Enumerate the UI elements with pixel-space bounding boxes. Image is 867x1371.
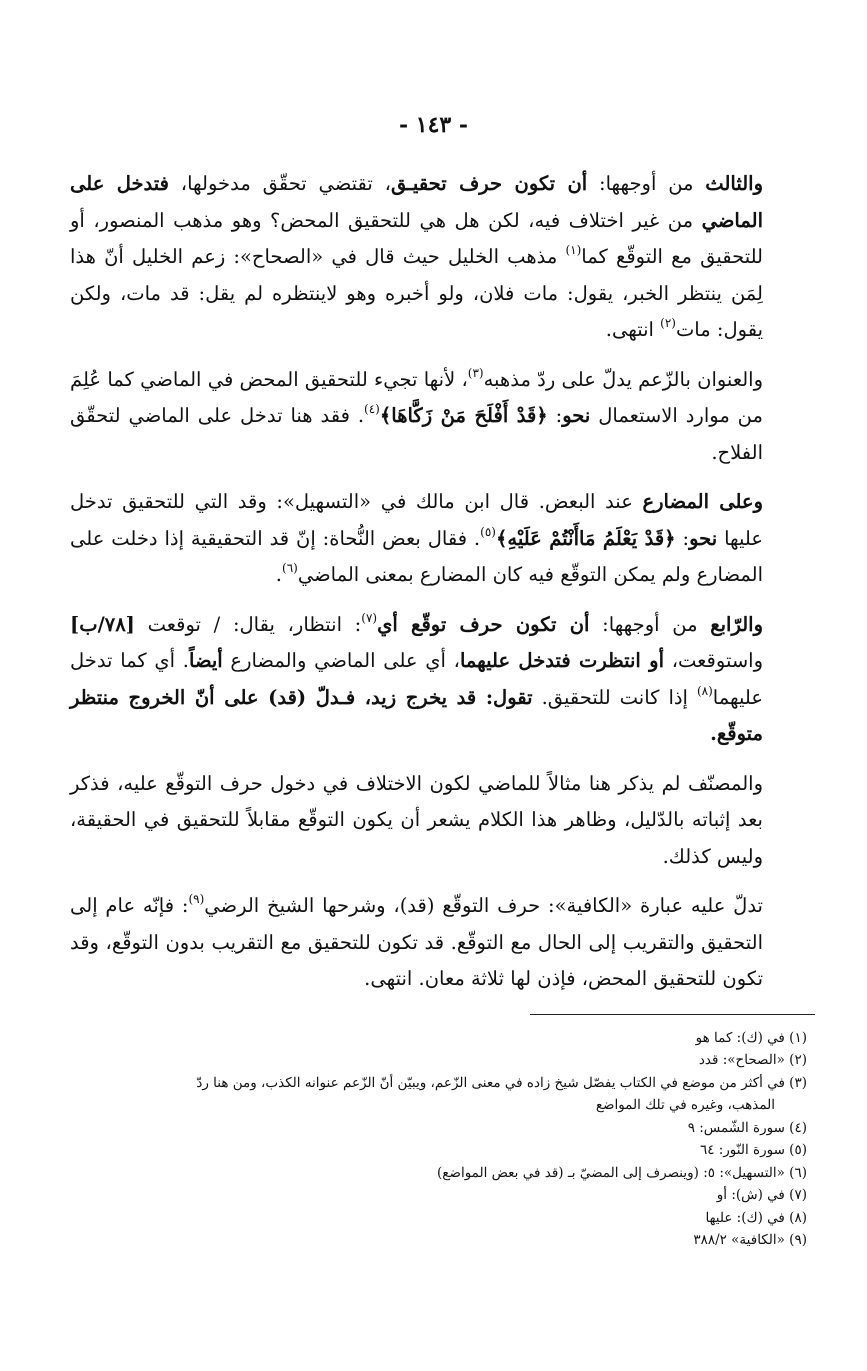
footnote-7: (٧) في (ش): أو [716, 1187, 807, 1203]
footnote-ref-4: (٤) [364, 402, 380, 416]
p4-bold-e: تقول: قد يخرج زيد، فـدلّ (قد) على أنّ الخروج منتظر متوقّع. [70, 685, 763, 745]
p4-text-c: واستوقعت، [663, 649, 763, 672]
p4-bold-b: أن تكون حرف توقّع أي [377, 612, 590, 636]
footnote-ref-6: (٦) [282, 561, 298, 575]
footnote-3-continued: المذهب، وغيره في تلك المواضع [595, 1097, 775, 1113]
p4-bold-a: والرّابع [710, 612, 764, 636]
footnote-8: (٨) في (ك): عليها [705, 1209, 807, 1226]
p1-text-a: من أوجهها: [587, 172, 706, 195]
footnote-ref-2: (٢) [660, 316, 676, 330]
p2-text-b: ، لأنها تجيء للتحقيق المحض في الماضي كما عُلِمَ من موارد الاستعمال [70, 367, 763, 427]
p4-text-f: إذا كانت للتحقيق. [532, 685, 697, 709]
p2-text-a: والعنوان بالزّعم يدلّ على ردّ مذهبه [483, 367, 764, 391]
p1-text-d: مذهب الخليل حيث قال في «الصحاح»: زعم الخليل أنّ هذا لِمَن ينتظر الخبر، يقول: مات فلان، ولو أخبره وهو لاينتظره لم يقل: قد مات، ولكن يقول: مات [70, 245, 763, 341]
p6-text-a: تدلّ عليه عبارة «الكافية»: حرف التوقّع (قد)، وشرحها الشيخ الرضي [204, 894, 763, 917]
p2-text-d: . فقد هنا تدخل على الماضي لتحقّق الفلاح. [70, 404, 763, 464]
p1-bold-c: فتدخل على الماضي [70, 172, 763, 232]
footnote-1: (١) في (ك): كما هو [695, 1029, 807, 1046]
footnote-6: (٦) «التسهيل»: ٥: (وينصرف إلى المضيّ بـ (قد في بعض المواضع) [437, 1164, 807, 1181]
footnote-ref-7: (٧) [361, 610, 378, 625]
page-body [70, 104, 815, 1252]
footnote-divider [530, 1014, 815, 1015]
p2-quran-verse: ﴿قَدْ أَفْلَحَ مَنْ زَكَّاهَا﴾ [379, 404, 548, 427]
paragraph-1 [70, 166, 815, 349]
p1-text-e: انتهى. [605, 318, 661, 341]
footnote-2: (٢) «الصحاح»: قدد [698, 1052, 807, 1068]
footnote-4: (٤) سورة الشّمس: ٩ [687, 1119, 807, 1136]
p1-text-c: من غير اختلاف فيه، لكن هل هي للتحقيق المحض؟ وهو مذهب المنصور، أو للتحقيق مع التوقّع كما [70, 208, 763, 268]
footnote-9: (٩) «الكافية» ٣٨٨/٢ [693, 1232, 807, 1248]
footnote-ref-1: (١) [565, 243, 582, 257]
p4-bold-d: أيضاً [189, 649, 223, 672]
p3-quran-verse: ﴿قَدْ يَعْلَمُ مَاأَنْتُمْ عَلَيْهِ﴾ [495, 526, 676, 550]
p2-text-c: : [547, 404, 563, 427]
footnote-ref-8: (٨) [696, 683, 713, 698]
footnotes [70, 1027, 815, 1252]
p3-text-d: . [275, 563, 282, 586]
p1-bold-b: أن تكون حرف تحقيـق [390, 172, 588, 195]
p3-bold-a: وعلى المضارع [642, 490, 763, 513]
footnote-ref-3: (٣) [467, 365, 484, 380]
paragraph-4 [70, 607, 815, 753]
p6-text-b: : فإنّه عام إلى التحقيق والتقريب إلى الحال مع التوقّع. قد تكون للتحقيق مع التقريب بدون التوقّع، وقد تكون للتحقيق المحض، فإذن لها ثلاثة معان. انتهى. [70, 894, 763, 990]
p3-text-b: : [675, 526, 690, 550]
p3-text-c: . فقال بعض النُّحاة: إنّ قد التحقيقية إذا دخلت على المضارع ولم يمكن التوقّع فيه كان المضارع بمعنى الماضي [70, 526, 763, 586]
paragraph-3 [70, 484, 815, 594]
paragraph-5: والمصنّف لم يذكر هنا مثالاً للماضي لكون الاختلاف في دخول حرف التوقّع عليه، فذكر بعد إثباته بالدّليل، وظاهر هذا الكلام يشعر أن يكون التوقّع مقابلاً للتحقيق في الحقيقة، وليس كذلك. [70, 771, 763, 868]
p4-text-b: : انتظار، يقال: / توقعت [134, 612, 362, 636]
paragraph-6 [70, 888, 815, 998]
p1-bold-a: والثالث [705, 172, 763, 195]
p3-text-a: عند البعض. قال ابن مالك في «التسهيل»: وقد التي للتحقيق تدخل عليها [70, 490, 763, 550]
p4-text-e: . أي كما تدخل عليهما [70, 649, 763, 709]
footnote-3: (٣) في أكثر من موضع في الكتاب يفصّل شيخ زاده في معنى الزّعم، ويبيّن أنّ الزّعم عنوانه الكذب، ومن هنا ردّ [196, 1074, 807, 1091]
footnote-ref-9: (٩) [188, 892, 205, 906]
p4-text-a: من أوجهها: [589, 612, 711, 636]
footnote-ref-5: (٥) [480, 524, 496, 539]
folio-marker: [٧٨/ب] [70, 612, 135, 636]
p1-text-b: ، تقتضي تحقّق مدخولها، [169, 172, 391, 195]
p4-bold-c: أو انتظرت فتدخل عليهما [459, 649, 664, 672]
footnote-5: (٥) سورة النّور: ٦٤ [699, 1142, 807, 1158]
p3-bold-nahw: نحو [689, 526, 718, 550]
p2-bold-nahw: نحو [562, 404, 591, 427]
page-number: - ١٤٣ - [398, 112, 469, 138]
paragraph-2 [70, 362, 815, 472]
p4-text-d: ، أي على الماضي والمضارع [222, 649, 460, 672]
